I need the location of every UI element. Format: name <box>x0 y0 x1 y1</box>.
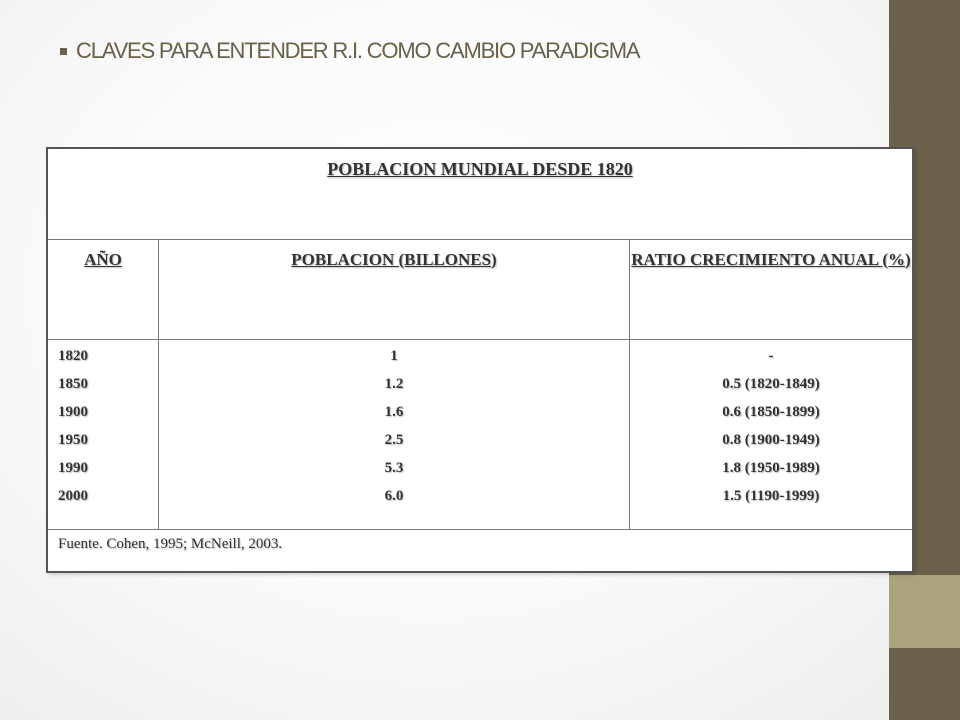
slide-title <box>60 38 639 64</box>
years-list <box>48 340 158 516</box>
source-note: Fuente. Cohen, 1995; McNeill, 2003. <box>58 536 283 553</box>
growth-value: 1.5 (1190-1999) <box>722 488 820 505</box>
population-value: 1.6 <box>384 404 404 421</box>
year-value: 1990 <box>58 460 88 477</box>
growth-value: 1.8 (1950-1989) <box>722 460 820 477</box>
population-cell <box>159 340 630 530</box>
slide-title-text: CLAVES PARA ENTENDER R.I. COMO CAMBIO PARADIGMA <box>76 38 640 63</box>
year-value: 1950 <box>58 432 88 449</box>
population-list <box>159 340 629 516</box>
growth-value: 0.5 (1820-1849) <box>722 376 820 393</box>
years-cell <box>47 340 159 530</box>
header-year-label: AÑO <box>84 249 122 269</box>
year-value: 1850 <box>58 376 88 393</box>
table-title-cell <box>47 148 913 239</box>
source-cell <box>47 530 913 572</box>
growth-list <box>630 340 912 516</box>
population-table <box>46 147 914 573</box>
table-title: POBLACION MUNDIAL DESDE 1820 <box>327 159 633 179</box>
side-bar-light <box>889 575 960 648</box>
growth-value: 0.8 (1900-1949) <box>722 432 820 449</box>
growth-value: - <box>768 348 774 365</box>
header-population-label: POBLACION (BILLONES) <box>291 249 497 269</box>
header-year <box>47 239 159 340</box>
population-value: 2.5 <box>384 432 404 449</box>
year-value: 2000 <box>58 488 88 505</box>
header-population <box>159 239 630 340</box>
growth-value: 0.6 (1850-1899) <box>722 404 820 421</box>
growth-cell <box>630 340 914 530</box>
header-growth <box>630 239 914 340</box>
population-value: 1 <box>390 348 398 365</box>
header-growth-label: RATIO CRECIMIENTO ANUAL (%) <box>631 249 911 269</box>
square-bullet-icon <box>60 48 67 55</box>
side-bar-dark-bottom <box>889 648 960 720</box>
population-value: 5.3 <box>384 460 404 477</box>
population-value: 6.0 <box>384 488 404 505</box>
year-value: 1900 <box>58 404 88 421</box>
population-value: 1.2 <box>384 376 404 393</box>
year-value: 1820 <box>58 348 88 365</box>
